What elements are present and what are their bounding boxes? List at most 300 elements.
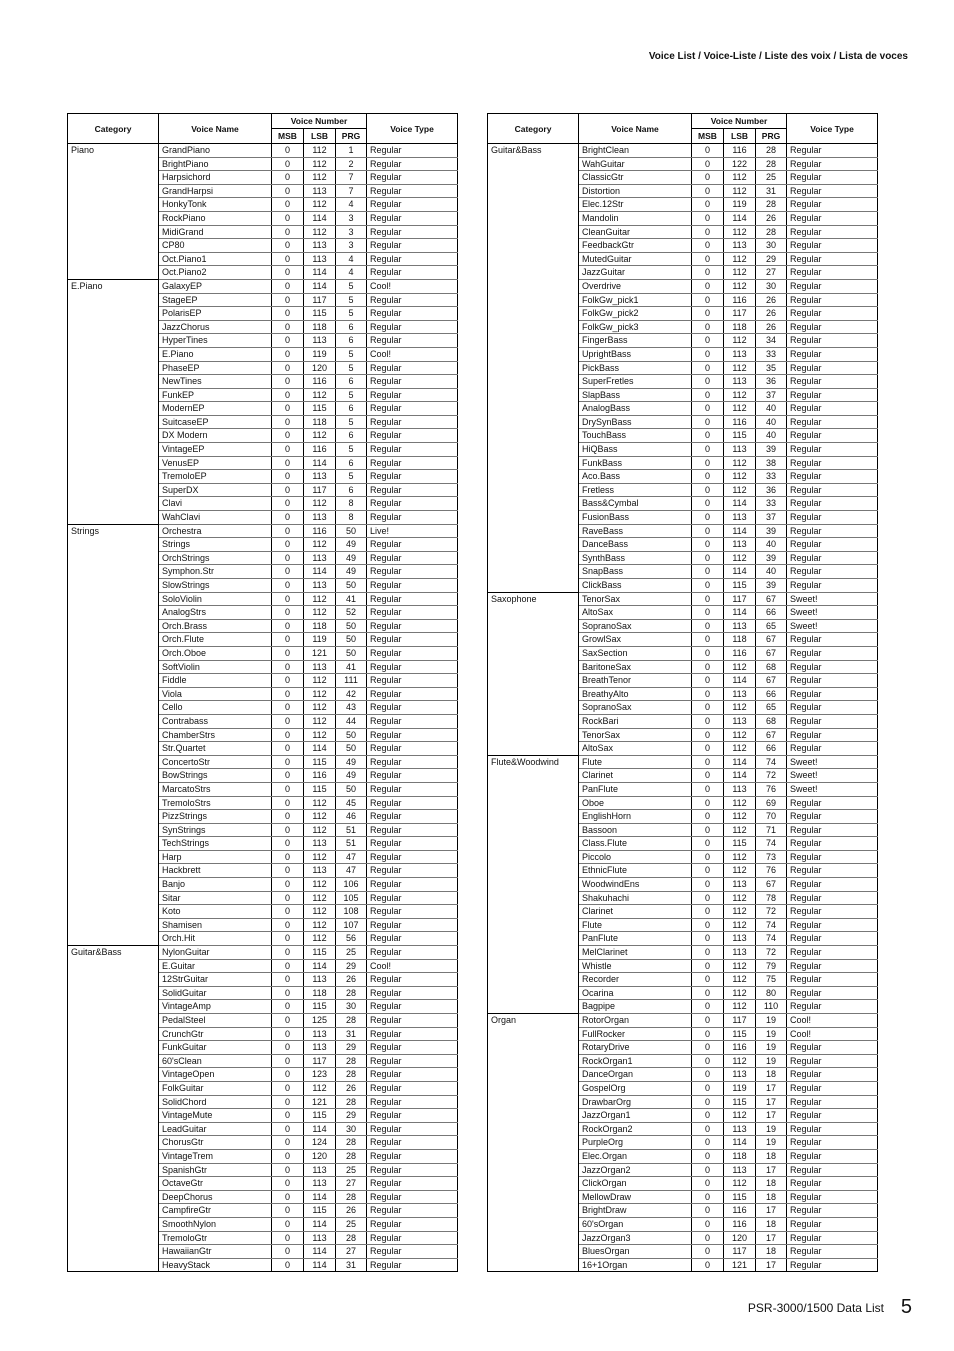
lsb-cell: 112	[724, 279, 756, 293]
category-cell	[68, 579, 159, 593]
lsb-cell: 114	[724, 565, 756, 579]
table-row	[68, 905, 458, 919]
category-cell	[68, 171, 159, 185]
voice-type-cell: Sweet!	[787, 606, 878, 620]
voice-name-cell: FunkEP	[159, 388, 272, 402]
category-cell	[68, 266, 159, 280]
category-cell	[488, 1081, 579, 1095]
msb-cell: 0	[692, 565, 724, 579]
msb-cell: 0	[692, 497, 724, 511]
msb-cell: 0	[272, 986, 304, 1000]
voice-type-cell: Regular	[367, 782, 458, 796]
voice-type-cell: Regular	[787, 796, 878, 810]
voice-type-cell: Regular	[367, 714, 458, 728]
msb-cell: 0	[272, 415, 304, 429]
msb-cell: 0	[272, 375, 304, 389]
lsb-cell: 112	[724, 388, 756, 402]
table-row	[68, 932, 458, 946]
msb-cell: 0	[692, 1136, 724, 1150]
msb-cell: 0	[272, 579, 304, 593]
category-cell	[68, 307, 159, 321]
voice-type-cell: Regular	[367, 592, 458, 606]
lsb-cell: 115	[304, 1204, 336, 1218]
msb-cell: 0	[272, 606, 304, 620]
voice-type-cell: Regular	[367, 619, 458, 633]
voice-type-cell: Regular	[367, 850, 458, 864]
prg-cell: 25	[336, 1163, 367, 1177]
prg-cell: 29	[336, 1109, 367, 1123]
prg-cell: 19	[756, 1136, 787, 1150]
voice-type-cell: Regular	[367, 511, 458, 525]
prg-cell: 34	[756, 334, 787, 348]
msb-cell: 0	[272, 1014, 304, 1028]
category-cell	[488, 497, 579, 511]
msb-cell: 0	[692, 551, 724, 565]
prg-cell: 50	[336, 524, 367, 538]
category-cell	[68, 796, 159, 810]
lsb-cell: 113	[304, 551, 336, 565]
voice-name-cell: RotaryDrive	[579, 1041, 692, 1055]
lsb-cell: 116	[724, 293, 756, 307]
voice-type-cell: Regular	[787, 1054, 878, 1068]
table-row	[488, 932, 878, 946]
voice-name-cell: EthnicFlute	[579, 864, 692, 878]
voice-type-cell: Regular	[787, 823, 878, 837]
prg-cell: 105	[336, 891, 367, 905]
category-cell	[488, 1245, 579, 1259]
category-cell	[68, 1136, 159, 1150]
lsb-cell: 113	[724, 443, 756, 457]
category-cell	[488, 443, 579, 457]
lsb-cell: 115	[304, 946, 336, 960]
table-row	[488, 1014, 878, 1028]
table-row	[68, 1109, 458, 1123]
voice-name-cell: DrawbarOrg	[579, 1095, 692, 1109]
msb-cell: 0	[692, 1027, 724, 1041]
msb-cell: 0	[272, 198, 304, 212]
table-row	[68, 796, 458, 810]
voice-type-cell: Regular	[787, 388, 878, 402]
msb-cell: 0	[272, 1068, 304, 1082]
category-cell	[68, 619, 159, 633]
voice-type-cell: Regular	[367, 538, 458, 552]
voice-type-cell: Regular	[367, 728, 458, 742]
lsb-cell: 114	[304, 1217, 336, 1231]
header-msb: MSB	[272, 129, 304, 144]
lsb-cell: 112	[724, 660, 756, 674]
voice-type-cell: Regular	[367, 1136, 458, 1150]
category-cell	[68, 538, 159, 552]
category-cell	[68, 184, 159, 198]
lsb-cell: 118	[724, 1149, 756, 1163]
category-cell	[488, 1177, 579, 1191]
msb-cell: 0	[272, 347, 304, 361]
voice-type-cell: Regular	[787, 361, 878, 375]
prg-cell: 27	[756, 266, 787, 280]
table-row	[488, 524, 878, 538]
prg-cell: 31	[336, 1027, 367, 1041]
voice-type-cell: Regular	[787, 1136, 878, 1150]
lsb-cell: 116	[304, 524, 336, 538]
table-row	[488, 1027, 878, 1041]
table-row	[68, 986, 458, 1000]
voice-name-cell: PanFlute	[579, 782, 692, 796]
msb-cell: 0	[692, 864, 724, 878]
table-row	[488, 728, 878, 742]
category-cell	[68, 1109, 159, 1123]
msb-cell: 0	[272, 470, 304, 484]
prg-cell: 50	[336, 579, 367, 593]
table-row	[68, 1000, 458, 1014]
prg-cell: 66	[756, 606, 787, 620]
prg-cell: 30	[756, 239, 787, 253]
voice-name-cell: ChamberStrs	[159, 728, 272, 742]
lsb-cell: 112	[304, 592, 336, 606]
category-cell	[68, 565, 159, 579]
category-cell	[488, 415, 579, 429]
voice-type-cell: Regular	[367, 1190, 458, 1204]
category-cell: Guitar&Bass	[488, 144, 579, 158]
prg-cell: 79	[756, 959, 787, 973]
prg-cell: 27	[336, 1177, 367, 1191]
category-cell	[488, 1068, 579, 1082]
category-cell	[488, 878, 579, 892]
voice-type-cell: Regular	[367, 1217, 458, 1231]
voice-type-cell: Regular	[367, 293, 458, 307]
msb-cell: 0	[692, 660, 724, 674]
prg-cell: 45	[336, 796, 367, 810]
category-cell	[68, 687, 159, 701]
table-row	[488, 252, 878, 266]
table-row	[68, 347, 458, 361]
lsb-cell: 112	[304, 388, 336, 402]
category-cell	[68, 211, 159, 225]
prg-cell: 68	[756, 714, 787, 728]
table-row	[488, 225, 878, 239]
voice-type-cell: Regular	[787, 456, 878, 470]
voice-type-cell: Regular	[787, 932, 878, 946]
voice-name-cell: FingerBass	[579, 334, 692, 348]
category-cell	[68, 252, 159, 266]
voice-type-cell: Regular	[367, 551, 458, 565]
lsb-cell: 112	[724, 361, 756, 375]
prg-cell: 39	[756, 579, 787, 593]
msb-cell: 0	[272, 497, 304, 511]
voice-name-cell: Aco.Bass	[579, 470, 692, 484]
voice-name-cell: Orch.Oboe	[159, 646, 272, 660]
table-row	[488, 1068, 878, 1082]
category-cell	[68, 1000, 159, 1014]
msb-cell: 0	[692, 388, 724, 402]
voice-name-cell: WahGuitar	[579, 157, 692, 171]
prg-cell: 37	[756, 388, 787, 402]
voice-name-cell: Harpsichord	[159, 171, 272, 185]
voice-name-cell: VintageMute	[159, 1109, 272, 1123]
msb-cell: 0	[692, 932, 724, 946]
prg-cell: 19	[756, 1041, 787, 1055]
lsb-cell: 112	[304, 171, 336, 185]
voice-name-cell: EnglishHorn	[579, 810, 692, 824]
msb-cell: 0	[272, 1054, 304, 1068]
voice-name-cell: ClickOrgan	[579, 1177, 692, 1191]
prg-cell: 74	[756, 918, 787, 932]
msb-cell: 0	[272, 551, 304, 565]
table-row	[68, 674, 458, 688]
table-row	[68, 769, 458, 783]
table-row	[68, 225, 458, 239]
table-row	[488, 497, 878, 511]
lsb-cell: 112	[304, 1081, 336, 1095]
msb-cell: 0	[272, 1027, 304, 1041]
category-cell	[68, 701, 159, 715]
voice-type-cell: Regular	[367, 1122, 458, 1136]
voice-name-cell: SynthBass	[579, 551, 692, 565]
voice-type-cell: Regular	[787, 1245, 878, 1259]
voice-name-cell: TenorSax	[579, 592, 692, 606]
msb-cell: 0	[272, 850, 304, 864]
table-row	[68, 728, 458, 742]
prg-cell: 6	[336, 483, 367, 497]
voice-name-cell: Contrabass	[159, 714, 272, 728]
voice-name-cell: BrightDraw	[579, 1204, 692, 1218]
lsb-cell: 113	[304, 1231, 336, 1245]
msb-cell: 0	[692, 293, 724, 307]
table-row	[68, 307, 458, 321]
msb-cell: 0	[272, 674, 304, 688]
category-cell	[488, 1136, 579, 1150]
table-row	[68, 144, 458, 158]
table-row	[68, 334, 458, 348]
voice-name-cell: RockBari	[579, 714, 692, 728]
category-cell	[488, 334, 579, 348]
msb-cell: 0	[272, 728, 304, 742]
msb-cell: 0	[692, 986, 724, 1000]
voice-name-cell: SuperFretles	[579, 375, 692, 389]
voice-name-cell: BrightClean	[579, 144, 692, 158]
table-row	[488, 429, 878, 443]
voice-name-cell: Class.Flute	[579, 837, 692, 851]
category-cell	[488, 171, 579, 185]
msb-cell: 0	[692, 361, 724, 375]
table-row	[68, 483, 458, 497]
voice-type-cell: Regular	[787, 225, 878, 239]
voice-name-cell: Elec.12Str	[579, 198, 692, 212]
category-cell: Organ	[488, 1014, 579, 1028]
prg-cell: 5	[336, 279, 367, 293]
category-cell	[488, 211, 579, 225]
msb-cell: 0	[272, 1258, 304, 1272]
voice-name-cell: GrowlSax	[579, 633, 692, 647]
table-row	[68, 239, 458, 253]
voice-type-cell: Regular	[367, 1163, 458, 1177]
lsb-cell: 117	[304, 293, 336, 307]
category-cell	[68, 1014, 159, 1028]
category-cell	[488, 633, 579, 647]
voice-type-cell: Regular	[367, 443, 458, 457]
voice-type-cell: Regular	[367, 701, 458, 715]
category-cell	[488, 687, 579, 701]
voice-type-cell: Regular	[367, 932, 458, 946]
category-cell	[68, 850, 159, 864]
category-cell	[68, 714, 159, 728]
category-cell	[488, 551, 579, 565]
table-row	[488, 823, 878, 837]
prg-cell: 66	[756, 687, 787, 701]
table-row	[488, 579, 878, 593]
prg-cell: 3	[336, 211, 367, 225]
prg-cell: 69	[756, 796, 787, 810]
voice-type-cell: Regular	[787, 810, 878, 824]
table-row	[68, 1258, 458, 1272]
category-cell	[488, 429, 579, 443]
category-cell: Piano	[68, 144, 159, 158]
prg-cell: 106	[336, 878, 367, 892]
table-row	[68, 402, 458, 416]
voice-type-cell: Regular	[787, 946, 878, 960]
category-cell	[68, 1190, 159, 1204]
category-cell	[488, 1163, 579, 1177]
table-row	[488, 592, 878, 606]
category-cell	[488, 796, 579, 810]
prg-cell: 39	[756, 524, 787, 538]
voice-type-cell: Regular	[787, 443, 878, 457]
lsb-cell: 115	[724, 1190, 756, 1204]
prg-cell: 51	[336, 823, 367, 837]
voice-type-cell: Regular	[787, 1068, 878, 1082]
voice-name-cell: Recorder	[579, 973, 692, 987]
voice-type-cell: Regular	[367, 456, 458, 470]
voice-type-cell: Regular	[787, 742, 878, 756]
table-row	[68, 687, 458, 701]
voice-name-cell: TremoloStrs	[159, 796, 272, 810]
lsb-cell: 112	[724, 810, 756, 824]
voice-name-cell: HonkyTonk	[159, 198, 272, 212]
category-cell	[488, 701, 579, 715]
prg-cell: 28	[336, 1054, 367, 1068]
prg-cell: 17	[756, 1163, 787, 1177]
voice-name-cell: GrandHarpsi	[159, 184, 272, 198]
lsb-cell: 114	[304, 1245, 336, 1259]
voice-name-cell: BreathTenor	[579, 674, 692, 688]
prg-cell: 31	[756, 184, 787, 198]
prg-cell: 76	[756, 864, 787, 878]
category-cell	[68, 429, 159, 443]
category-cell	[488, 946, 579, 960]
prg-cell: 52	[336, 606, 367, 620]
msb-cell: 0	[692, 823, 724, 837]
prg-cell: 73	[756, 850, 787, 864]
table-row	[68, 619, 458, 633]
lsb-cell: 112	[304, 687, 336, 701]
msb-cell: 0	[692, 279, 724, 293]
prg-cell: 18	[756, 1149, 787, 1163]
voice-type-cell: Regular	[367, 891, 458, 905]
lsb-cell: 114	[304, 266, 336, 280]
prg-cell: 19	[756, 1054, 787, 1068]
voice-type-cell: Regular	[787, 959, 878, 973]
msb-cell: 0	[692, 1041, 724, 1055]
table-row	[68, 1204, 458, 1218]
msb-cell: 0	[692, 524, 724, 538]
table-row	[488, 375, 878, 389]
voice-name-cell: Clarinet	[579, 769, 692, 783]
msb-cell: 0	[692, 850, 724, 864]
lsb-cell: 112	[724, 959, 756, 973]
category-cell	[488, 1217, 579, 1231]
prg-cell: 41	[336, 592, 367, 606]
header-category: Category	[68, 114, 159, 144]
voice-name-cell: Fretless	[579, 483, 692, 497]
lsb-cell: 112	[724, 1054, 756, 1068]
prg-cell: 17	[756, 1081, 787, 1095]
msb-cell: 0	[272, 1177, 304, 1191]
voice-type-cell: Regular	[367, 1258, 458, 1272]
msb-cell: 0	[692, 1000, 724, 1014]
category-cell	[488, 918, 579, 932]
prg-cell: 5	[336, 388, 367, 402]
voice-name-cell: PurpleOrg	[579, 1136, 692, 1150]
lsb-cell: 113	[304, 1163, 336, 1177]
voice-type-cell: Regular	[787, 198, 878, 212]
msb-cell: 0	[692, 1149, 724, 1163]
msb-cell: 0	[692, 538, 724, 552]
lsb-cell: 119	[304, 633, 336, 647]
table-row	[68, 1231, 458, 1245]
table-row	[68, 565, 458, 579]
category-cell	[68, 742, 159, 756]
voice-type-cell: Live!	[367, 524, 458, 538]
msb-cell: 0	[692, 728, 724, 742]
voice-name-cell: Overdrive	[579, 279, 692, 293]
prg-cell: 71	[756, 823, 787, 837]
voice-name-cell: SaxSection	[579, 646, 692, 660]
table-row	[68, 524, 458, 538]
voice-type-cell: Regular	[367, 402, 458, 416]
table-row	[488, 1149, 878, 1163]
voice-name-cell: Oct.Piano2	[159, 266, 272, 280]
voice-name-cell: VintageOpen	[159, 1068, 272, 1082]
lsb-cell: 114	[724, 211, 756, 225]
voice-name-cell: Banjo	[159, 878, 272, 892]
lsb-cell: 113	[304, 837, 336, 851]
voice-type-cell: Regular	[367, 674, 458, 688]
category-cell	[488, 511, 579, 525]
category-cell	[488, 402, 579, 416]
msb-cell: 0	[692, 796, 724, 810]
voice-type-cell: Regular	[787, 891, 878, 905]
voice-type-cell: Regular	[367, 606, 458, 620]
table-row	[68, 1122, 458, 1136]
header-voice-name: Voice Name	[579, 114, 692, 144]
lsb-cell: 113	[304, 1041, 336, 1055]
table-row	[488, 1054, 878, 1068]
voice-type-cell: Regular	[367, 184, 458, 198]
header-voice-type: Voice Type	[787, 114, 878, 144]
voice-name-cell: FeedbackGtr	[579, 239, 692, 253]
lsb-cell: 119	[724, 198, 756, 212]
table-row	[488, 633, 878, 647]
voice-name-cell: MutedGuitar	[579, 252, 692, 266]
category-cell	[68, 239, 159, 253]
msb-cell: 0	[692, 1177, 724, 1191]
category-cell	[68, 1149, 159, 1163]
category-cell	[488, 742, 579, 756]
voice-type-cell: Regular	[787, 184, 878, 198]
lsb-cell: 113	[304, 470, 336, 484]
prg-cell: 40	[756, 415, 787, 429]
table-row	[68, 810, 458, 824]
prg-cell: 67	[756, 728, 787, 742]
